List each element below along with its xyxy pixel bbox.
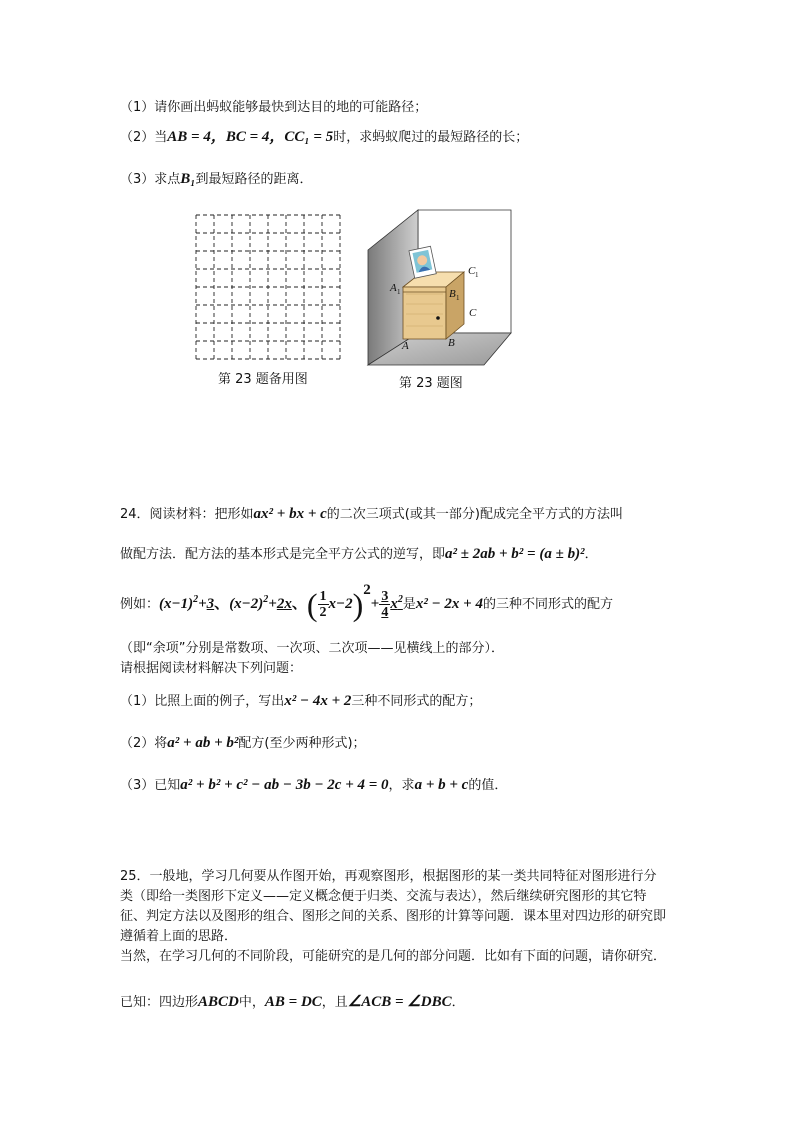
q24-p3-prefix: （3）已知 — [120, 778, 181, 793]
q24-p2-expression: a² + ab + b² — [167, 735, 239, 751]
q24-example-label: 例如： — [120, 597, 160, 612]
svg-text:A: A — [402, 340, 409, 352]
q24-example-suffix: 的三种不同形式的配方 — [482, 597, 613, 612]
q25-equal-angles: ∠ACB = ∠DBC — [347, 994, 452, 1010]
q24-p1 — [120, 692, 481, 711]
q25-quadrilateral: ABCD — [198, 994, 239, 1010]
left-paren: ( — [306, 586, 318, 623]
q23-part3 — [120, 170, 313, 189]
fraction-three-quarters: $\frac{3}{4}$ — [381, 589, 389, 620]
q24-line2 — [120, 545, 598, 564]
svg-text:C: C — [468, 265, 476, 277]
svg-text:B: B — [448, 337, 455, 349]
q24-note: （即“余项”分别是常数项、一次项、二次项——见横线上的部分）． — [120, 641, 504, 656]
q25-equal-sides: AB = DC — [264, 994, 322, 1010]
q24-p3 — [120, 776, 507, 795]
q24-p3-suffix: 的值． — [468, 778, 508, 793]
svg-text:A: A — [390, 282, 397, 294]
svg-text:C: C — [469, 307, 477, 319]
q24-intro-expression: ax² + bx + c — [253, 506, 327, 522]
q25-para1: 25．一般地，学习几何要从作图开始，再观察图形，根据图形的某一类共同特征对图形进行分类（即给一类图形下定义——定义概念便于归类、交流与表达），然后继续研究图形的其它特征、判定方法以及图形的组合、图形之间的关系、图形的计算等问题．课本里对四边形的研究即遵循着上面的思路． — [120, 869, 667, 944]
q23-point-b1: B₁ — [180, 171, 196, 187]
q24-p1-prefix: （1）比照上面的例子，写出 — [120, 694, 285, 709]
svg-text:1: 1 — [456, 294, 460, 302]
q24-p2 — [120, 734, 366, 753]
example-separator-2: 、 — [291, 596, 307, 612]
q24-p2-suffix: 配方(至少两种形式)； — [238, 736, 366, 751]
q23-part2-prefix: （2）当 — [120, 130, 168, 145]
q24-p1-expression: x² − 4x + 2 — [284, 693, 352, 709]
fraction-one-half: $\frac{1}{2}$ — [319, 589, 327, 620]
q24-p3-equation: a² + b² + c² − ab − 3b − 2c + 4 = 0 — [180, 777, 389, 793]
example-form-2: $(x-2)^2+2x$ — [229, 594, 292, 612]
q24-line2-prefix: 做配方法．配方法的基本形式是完全平方公式的逆写，即 — [120, 547, 446, 562]
q24-p2-prefix: （2）将 — [120, 736, 168, 751]
q24-example-is: 是 — [402, 597, 416, 612]
q24-intro-prefix: 24．阅读材料：把形如 — [120, 507, 254, 522]
figure-caption: 第 23 题图 — [399, 376, 463, 391]
q23-part2-condition: AB = 4，BC = 4，CC₁ = 5 — [167, 129, 334, 145]
q23-part1: （1）请你画出蚂蚁能够最快到达目的地的可能路径； — [120, 100, 428, 115]
q24-p3-sum: a + b + c — [414, 777, 469, 793]
example-separator-1: 、 — [214, 596, 230, 612]
q24-example: 例如：$(x-1)^2+3$、$(x-2)^2+2x$、( $\frac{1}{2}$ x−2)$^2$+ $\frac{3}{4}$ $x^2$是x² − 2x + 4的三种不同形式的配方 — [120, 582, 613, 623]
grid-caption: 第 23 题备用图 — [218, 372, 308, 387]
example-form-3a: x−2 — [328, 596, 353, 612]
q23-part3-suffix: 到最短路径的距离． — [195, 172, 313, 187]
right-paren: ) — [352, 586, 364, 623]
q25-known-mid: 中， — [238, 995, 265, 1010]
q24-line2-suffix: ． — [584, 547, 598, 562]
q25-known-prefix: 已知：四边形 — [120, 995, 199, 1010]
q24-example-target: x² − 2x + 4 — [415, 596, 483, 612]
q24-p1-suffix: 三种不同形式的配方； — [351, 694, 482, 709]
q24-intro — [120, 505, 623, 524]
q25-para2: 当然，在学习几何的不同阶段，可能研究的是几何的部分问题．比如有下面的问题，请你研究． — [120, 949, 667, 964]
q23-figure — [366, 208, 514, 368]
plus-sign: + — [370, 596, 380, 612]
q25-known-suffix: ． — [451, 995, 465, 1010]
q23-part3-prefix: （3）求点 — [120, 172, 181, 187]
example-form-3b: $x^2$ — [390, 594, 403, 612]
q24-intro-suffix: 的二次三项式(或其一部分)配成完全平方式的方法叫 — [326, 507, 623, 522]
q25-known — [120, 993, 465, 1012]
svg-text:1: 1 — [397, 288, 401, 296]
q24-p3-mid: ，求 — [388, 778, 415, 793]
q25-known-mid2: ，且 — [321, 995, 348, 1010]
svg-text:1: 1 — [475, 271, 479, 279]
svg-text:B: B — [449, 288, 456, 300]
q24-square-formula: a² ± 2ab + b² = (a ± b)² — [445, 546, 585, 562]
spare-grid — [195, 214, 341, 360]
q23-part2-suffix: 时，求蚂蚁爬过的最短路径的长； — [333, 130, 529, 145]
q23-part2 — [120, 128, 528, 147]
example-form-1: $(x-1)^2+3$ — [159, 594, 215, 612]
q24-instruction: 请根据阅读材料解决下列问题： — [120, 661, 303, 676]
